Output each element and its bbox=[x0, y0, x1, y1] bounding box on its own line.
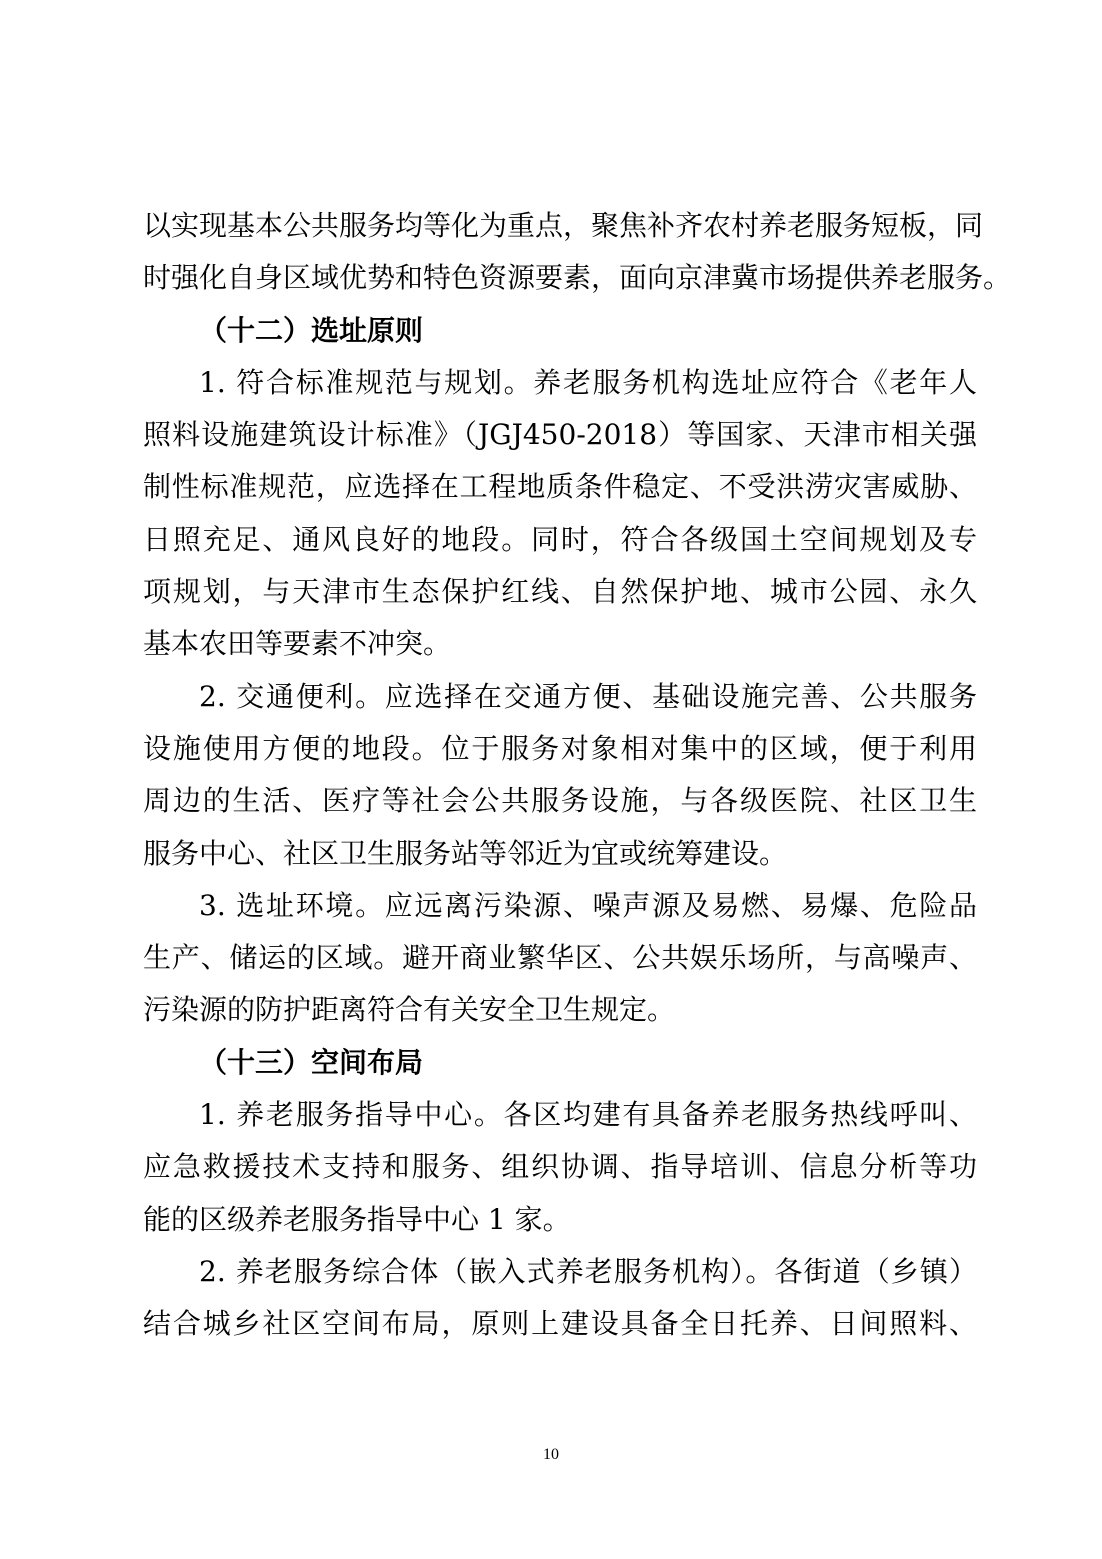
text-line: 1. 养老服务指导中心。各区均建有具备养老服务热线呼叫、 bbox=[199, 1098, 977, 1132]
text-line: 2. 养老服务综合体（嵌入式养老服务机构）。各街道（乡镇） bbox=[199, 1254, 977, 1288]
text-line: 制性标准规范，应选择在工程地质条件稳定、不受洪涝灾害威胁、 bbox=[143, 470, 977, 504]
text-line: 以实现基本公共服务均等化为重点，聚焦补齐农村养老服务短板，同 bbox=[143, 209, 984, 242]
text-line: 应急救援技术支持和服务、组织协调、指导培训、信息分析等功 bbox=[143, 1150, 977, 1184]
paragraph-guidance-center bbox=[143, 1089, 977, 1246]
text-line: 基本农田等要素不冲突。 bbox=[143, 627, 452, 661]
section-heading-spatial-layout: （十三）空间布局 bbox=[199, 1045, 424, 1079]
text-line: 日照充足、通风良好的地段。同时，符合各级国土空间规划及专 bbox=[143, 522, 977, 556]
section-heading-site-selection: （十二）选址原则 bbox=[199, 313, 424, 347]
text-line: 生产、储运的区域。避开商业繁华区、公共娱乐场所，与高噪声、 bbox=[143, 941, 977, 975]
text-line: 设施使用方便的地段。位于服务对象相对集中的区域，便于利用 bbox=[143, 731, 977, 765]
text-line: 能的区级养老服务指导中心 1 家。 bbox=[143, 1202, 571, 1236]
text-line: 污染源的防护距离符合有关安全卫生规定。 bbox=[143, 993, 676, 1027]
paragraph-standards-planning bbox=[143, 357, 977, 671]
text-line: 时强化自身区域优势和特色资源要素，面向京津冀市场提供养老服务。 bbox=[143, 261, 1012, 295]
text-line: 项规划，与天津市生态保护红线、自然保护地、城市公园、永久 bbox=[143, 575, 977, 609]
paragraph-transport bbox=[143, 671, 977, 880]
text-line: 服务中心、社区卫生服务站等邻近为宜或统筹建设。 bbox=[143, 836, 788, 870]
text-line: 结合城乡社区空间布局，原则上建设具备全日托养、日间照料、 bbox=[143, 1307, 977, 1341]
text-line: 周边的生活、医疗等社会公共服务设施，与各级医院、社区卫生 bbox=[143, 784, 977, 818]
paragraph-environment bbox=[143, 880, 977, 1037]
document-page bbox=[143, 200, 1012, 1351]
paragraph-service-complex bbox=[143, 1246, 977, 1351]
text-line: 照料设施建筑设计标准》（JGJ450-2018）等国家、天津市相关强 bbox=[143, 418, 977, 452]
text-line: 2. 交通便利。应选择在交通方便、基础设施完善、公共服务 bbox=[199, 679, 977, 713]
text-line: 3. 选址环境。应远离污染源、噪声源及易燃、易爆、危险品 bbox=[199, 888, 977, 922]
paragraph-intro-continuation bbox=[143, 200, 1012, 305]
page-number: 10 bbox=[543, 1446, 559, 1463]
text-line: 1. 符合标准规范与规划。养老服务机构选址应符合《老年人 bbox=[199, 365, 977, 399]
